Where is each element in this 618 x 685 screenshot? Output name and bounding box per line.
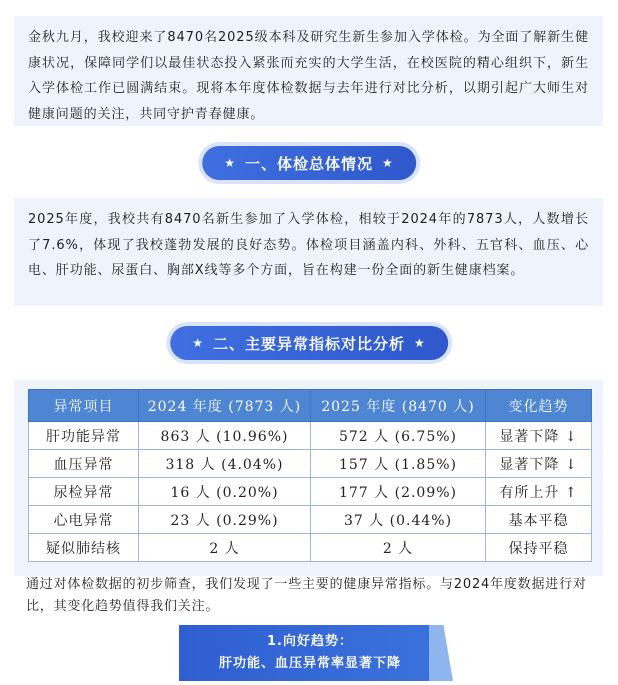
cell-2024: 863 人 (10.96%) — [139, 422, 311, 450]
cell-item: 血压异常 — [29, 450, 139, 478]
summary-text: 通过对体检数据的初步筛查，我们发现了一些主要的健康异常指标。与2024年度数据进行对比，其变化趋势值得我们关注。 — [26, 577, 587, 614]
cell-item: 肝功能异常 — [29, 422, 139, 450]
cell-2025: 177 人 (2.09%) — [311, 478, 486, 506]
cell-2024: 16 人 (0.20%) — [139, 478, 311, 506]
cell-2024: 318 人 (4.04%) — [139, 450, 311, 478]
banner-corner-decoration — [429, 625, 453, 681]
cell-2025: 2 人 — [311, 534, 486, 562]
section1-banner — [202, 146, 416, 180]
cell-2024: 2 人 — [139, 534, 311, 562]
header-2024: 2024 年度 (7873 人) — [139, 390, 311, 422]
table-row — [29, 422, 592, 450]
cell-2025: 37 人 (0.44%) — [311, 506, 486, 534]
star-icon: ★ — [414, 336, 426, 350]
subsection-line2: 肝功能、血压异常率显著下降 — [218, 656, 401, 671]
cell-item: 尿检异常 — [29, 478, 139, 506]
intro-card — [14, 16, 603, 126]
section1-card — [14, 198, 603, 306]
table-row — [29, 534, 592, 562]
cell-2025: 157 人 (1.85%) — [311, 450, 486, 478]
comparison-table-area — [14, 380, 603, 576]
cell-trend: 显著下降 ↓ — [486, 450, 592, 478]
comparison-table — [28, 389, 592, 562]
cell-trend: 保持平稳 — [486, 534, 592, 562]
section1-title: 一、体检总体情况 — [244, 154, 374, 173]
cell-2025: 572 人 (6.75%) — [311, 422, 486, 450]
header-trend: 变化趋势 — [486, 390, 592, 422]
cell-item: 心电异常 — [29, 506, 139, 534]
subsection-line1: 1.向好趋势： — [267, 634, 353, 649]
cell-trend: 有所上升 ↑ — [486, 478, 592, 506]
table-header-row — [29, 390, 592, 422]
cell-trend: 显著下降 ↓ — [486, 422, 592, 450]
star-icon: ★ — [382, 156, 394, 170]
table-row — [29, 478, 592, 506]
cell-trend: 基本平稳 — [486, 506, 592, 534]
header-2025: 2025 年度 (8470 人) — [311, 390, 486, 422]
cell-2024: 23 人 (0.29%) — [139, 506, 311, 534]
section2-title: 二、主要异常指标对比分析 — [212, 334, 406, 353]
cell-item: 疑似肺结核 — [29, 534, 139, 562]
table-row — [29, 450, 592, 478]
section1-text: 2025年度，我校共有8470名新生参加了入学体检，相较于2024年的7873人，人数增长了7.6%，体现了我校蓬勃发展的良好态势。体检项目涵盖内科、外科、五官科、血压、心电、肝功能、尿蛋白、胸部X线等多个方面，旨在构建一份全面的新生健康档案。 — [28, 212, 589, 278]
header-item: 异常项目 — [29, 390, 139, 422]
star-icon: ★ — [224, 156, 236, 170]
star-icon: ★ — [192, 336, 204, 350]
section2-banner — [170, 326, 448, 360]
intro-text: 金秋九月，我校迎来了8470名2025级本科及研究生新生参加入学体检。为全面了解新生健康状况，保障同学们以最佳状态投入紧张而充实的大学生活，在校医院的精心组织下，新生入学体检工作已圆满结束。现将本年度体检数据与去年进行对比分析，以期引起广大师生对健康问题的关注，共同守护青春健康。 — [28, 30, 589, 122]
subsection-banner — [179, 625, 441, 681]
table-row — [29, 506, 592, 534]
